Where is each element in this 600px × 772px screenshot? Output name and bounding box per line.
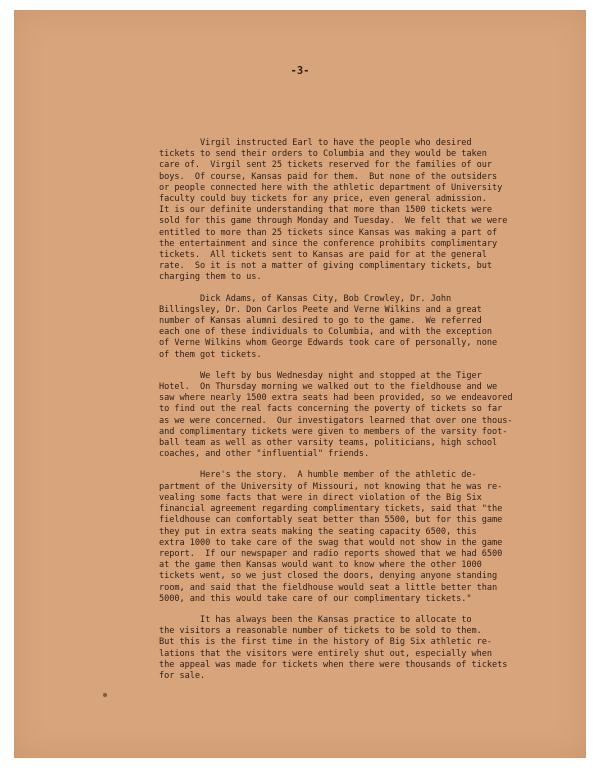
text-line: the visitors a reasonable number of tickets to be sold to them.: [159, 626, 482, 637]
text-line: for sale.: [159, 670, 206, 681]
text-line: faculty could buy tickets for any price, even general admission.: [159, 194, 487, 205]
text-line: to find out the real facts concerning the poverty of tickets so far: [159, 404, 503, 415]
text-line: they put in extra seats making the seating capacity 6500, this: [159, 526, 477, 537]
text-line: Here's the story. A humble member of the athletic de-: [159, 470, 477, 481]
text-line: Dick Adams, of Kansas City, Bob Crowley, Dr. John: [159, 293, 452, 304]
paragraph: [159, 294, 549, 361]
text-line: It has always been the Kansas practice to allocate to: [159, 614, 472, 625]
text-line: We left by bus Wednesday night and stopped at the Tiger: [159, 370, 482, 381]
text-line: fieldhouse can comfortably seat better than 5500, but for this game: [159, 515, 503, 526]
text-line: of them got tickets.: [159, 349, 262, 360]
text-line: of Verne Wilkins whom George Edwards took care of personally, none: [159, 338, 498, 349]
text-line: or people connected here with the athletic department of University: [159, 182, 503, 193]
text-line: financial agreement regarding complimentary tickets, said that "the: [159, 504, 503, 515]
text-line: 5000, and this would take care of our complimentary tickets.": [159, 593, 472, 604]
text-line: charging them to us.: [159, 272, 262, 283]
letter-body: [159, 138, 549, 692]
text-line: extra 1000 to take care of the swag that would not show in the game: [159, 537, 503, 548]
text-line: tickets went, so we just closed the doors, denying anyone standing: [159, 571, 498, 582]
text-line: But this is the first time in the history of Big Six athletic re-: [159, 637, 493, 648]
hole-punch-mark: [103, 693, 107, 697]
text-line: each one of these individuals to Columbia, and with the exception: [159, 327, 493, 338]
text-line: the entertainment and since the conference prohibits complimentary: [159, 238, 498, 249]
text-line: Hotel. On Thursday morning we walked out to the fieldhouse and we: [159, 382, 498, 393]
text-line: ball team as well as other varsity teams, politicians, high school: [159, 438, 498, 449]
text-line: tickets to send their orders to Columbia and they would be taken: [159, 149, 487, 160]
text-line: number of Kansas alumni desired to go to the game. We referred: [159, 316, 482, 327]
text-line: Virgil instructed Earl to have the people who desired: [159, 138, 472, 148]
text-line: care of. Virgil sent 25 tickets reserved for the families of our: [159, 160, 493, 171]
text-line: coaches, and other "influential" friends.: [159, 449, 370, 460]
text-line: Billingsley, Dr. Don Carlos Peete and Verne Wilkins and a great: [159, 304, 482, 315]
paragraph: [159, 615, 549, 682]
page-number: -3-: [290, 65, 310, 77]
text-line: sold for this game through Monday and Tuesday. We felt that we were: [159, 216, 508, 227]
text-line: partment of the University of Missouri, not knowing that he was re-: [159, 481, 503, 492]
text-line: tickets. All tickets sent to Kansas are paid for at the general: [159, 250, 487, 261]
text-line: the appeal was made for tickets when there were thousands of tickets: [159, 659, 508, 670]
paragraph: [159, 371, 549, 461]
typewritten-page: [14, 10, 586, 758]
text-line: boys. Of course, Kansas paid for them. But none of the outsiders: [159, 171, 498, 182]
text-line: report. If our newspaper and radio reports showed that we had 6500: [159, 548, 503, 559]
text-line: entitled to more than 25 tickets since Kansas was making a part of: [159, 227, 498, 238]
text-line: room, and said that the fieldhouse would seat a little better than: [159, 582, 498, 593]
text-line: saw where nearly 1500 extra seats had been provided, so we endeavored: [159, 393, 513, 404]
text-line: at the game then Kansas would want to know where the other 1000: [159, 560, 482, 571]
text-line: and complimentary tickets were given to members of the varsity foot-: [159, 426, 508, 437]
text-line: It is our definite understanding that more than 1500 tickets were: [159, 205, 493, 216]
paragraph: [159, 470, 549, 604]
text-line: vealing some facts that were in direct violation of the Big Six: [159, 492, 482, 503]
text-line: as we were concerned. Our investigators learned that over one thous-: [159, 415, 513, 426]
text-line: lations that the visitors were entirely shut out, especially when: [159, 648, 493, 659]
text-line: rate. So it is not a matter of giving complimentary tickets, but: [159, 261, 493, 272]
paragraph: [159, 138, 549, 284]
